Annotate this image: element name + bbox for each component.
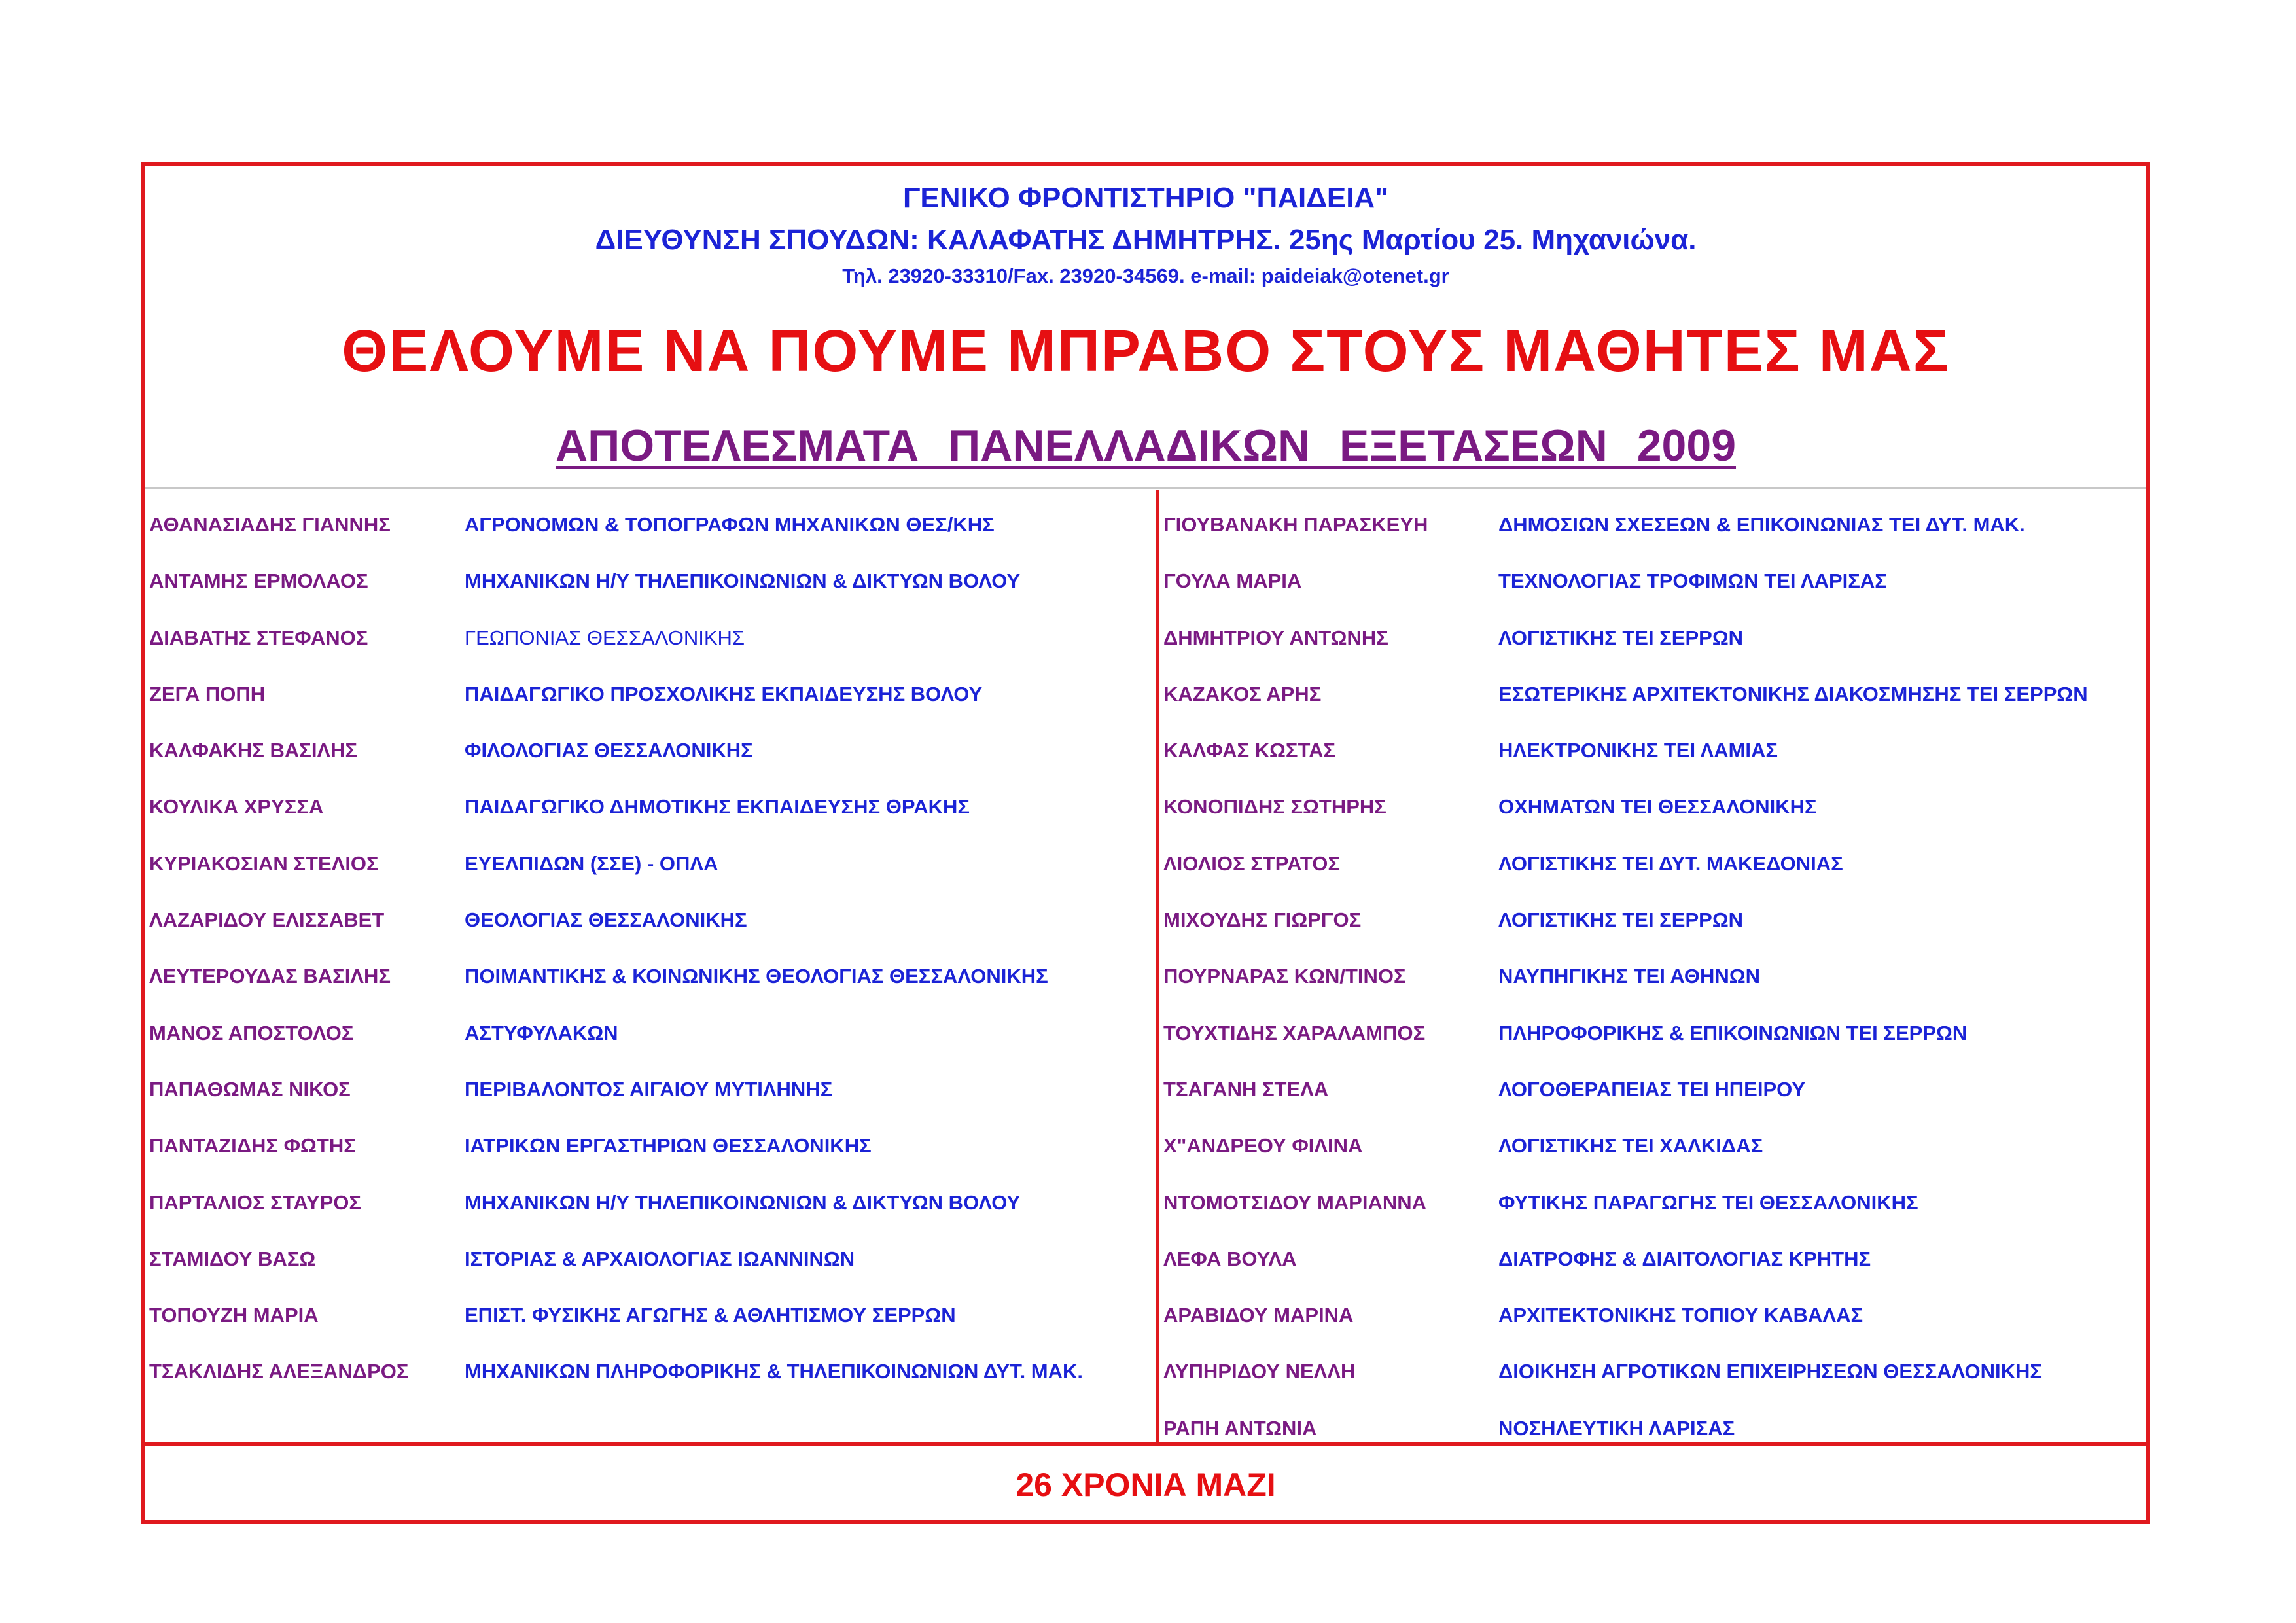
list-item [149, 1134, 1150, 1190]
list-item [1163, 1360, 2145, 1416]
student-name: ΤΣΑΚΛΙΔΗΣ ΑΛΕΞΑΝΔΡΟΣ [149, 1360, 409, 1383]
student-name: ΑΘΑΝΑΣΙΑΔΗΣ ΓΙΑΝΝΗΣ [149, 513, 391, 536]
list-item [149, 965, 1150, 1021]
list-item [1163, 683, 2145, 739]
student-name: ΚΟΥΛΙΚΑ ΧΡΥΣΣΑ [149, 795, 324, 819]
student-name: ΤΣΑΓΑΝΗ ΣΤΕΛΑ [1163, 1077, 1329, 1101]
list-item [149, 1247, 1150, 1304]
list-item [149, 1022, 1150, 1078]
department-name: ΠΑΙΔΑΓΩΓΙΚΟ ΠΡΟΣΧΟΛΙΚΗΣ ΕΚΠΑΙΔΕΥΣΗΣ ΒΟΛΟΥ [465, 682, 983, 705]
list-item [149, 739, 1150, 795]
footer-divider [145, 1442, 2146, 1446]
department-name: ΦΙΛΟΛΟΓΙΑΣ ΘΕΣΣΑΛΟΝΙΚΗΣ [465, 739, 753, 762]
department-name: ΑΓΡΟΝΟΜΩΝ & ΤΟΠΟΓΡΑΦΩΝ ΜΗΧΑΝΙΚΩΝ ΘΕΣ/ΚΗΣ [465, 513, 995, 536]
department-name: ΝΑΥΠΗΓΙΚΗΣ ΤΕΙ ΑΘΗΝΩΝ [1498, 965, 1761, 988]
student-name: ΑΡΑΒΙΔΟΥ ΜΑΡΙΝΑ [1163, 1304, 1354, 1327]
student-name: ΜΑΝΟΣ ΑΠΟΣΤΟΛΟΣ [149, 1021, 354, 1044]
department-name: ΛΟΓΟΘΕΡΑΠΕΙΑΣ ΤΕΙ ΗΠΕΙΡΟΥ [1498, 1077, 1806, 1101]
school-name: ΓΕΝΙΚΟ ΦΡΟΝΤΙΣΤΗΡΙΟ "ΠΑΙΔΕΙΑ" [902, 182, 1389, 214]
department-name: ΟΧΗΜΑΤΩΝ ΤΕΙ ΘΕΣΣΑΛΟΝΙΚΗΣ [1498, 795, 1817, 819]
student-name: ΚΟΝΟΠΙΔΗΣ ΣΩΤΗΡΗΣ [1163, 795, 1386, 819]
department-name: ΔΙΑΤΡΟΦΗΣ & ΔΙΑΙΤΟΛΟΓΙΑΣ ΚΡΗΤΗΣ [1498, 1247, 1871, 1270]
student-name: ΛΑΖΑΡΙΔΟΥ ΕΛΙΣΣΑΒΕΤ [149, 908, 385, 932]
student-name: ΠΑΡΤΑΛΙΟΣ ΣΤΑΥΡΟΣ [149, 1190, 361, 1214]
list-item [149, 1360, 1150, 1416]
department-name: ΔΗΜΟΣΙΩΝ ΣΧΕΣΕΩΝ & ΕΠΙΚΟΙΝΩΝΙΑΣ ΤΕΙ ΔΥΤ. ΜΑΚ. [1498, 513, 2025, 536]
list-item [1163, 795, 2145, 851]
student-name: ΚΑΛΦΑΚΗΣ ΒΑΣΙΛΗΣ [149, 739, 358, 762]
slogan-heading: ΘΕΛΟΥΜΕ ΝΑ ΠΟΥΜΕ ΜΠΡΑΒΟ ΣΤΟΥΣ ΜΑΘΗΤΕΣ ΜΑΣ [342, 319, 1950, 384]
department-name: ΙΑΤΡΙΚΩΝ ΕΡΓΑΣΤΗΡΙΩΝ ΘΕΣΣΑΛΟΝΙΚΗΣ [465, 1134, 872, 1158]
list-item [1163, 1304, 2145, 1360]
student-name: ΜΙΧΟΥΔΗΣ ΓΙΩΡΓΟΣ [1163, 908, 1362, 932]
list-item [1163, 1078, 2145, 1134]
student-name: ΑΝΤΑΜΗΣ ΕΡΜΟΛΑΟΣ [149, 569, 368, 593]
department-name: ΑΣΤΥΦΥΛΑΚΩΝ [465, 1021, 618, 1044]
student-name: ΝΤΟΜΟΤΣΙΔΟΥ ΜΑΡΙΑΝΝΑ [1163, 1190, 1427, 1214]
header-divider [145, 487, 2146, 489]
list-item [1163, 739, 2145, 795]
department-name: ΤΕΧΝΟΛΟΓΙΑΣ ΤΡΟΦΙΜΩΝ ΤΕΙ ΛΑΡΙΣΑΣ [1498, 569, 1887, 593]
department-name: ΠΟΙΜΑΝΤΙΚΗΣ & ΚΟΙΝΩΝΙΚΗΣ ΘΕΟΛΟΓΙΑΣ ΘΕΣΣΑΛΟΝΙΚΗΣ [465, 965, 1048, 988]
list-item [1163, 1191, 2145, 1247]
results-title: ΑΠΟΤΕΛΕΣΜΑΤΑ ΠΑΝΕΛΛΑΔΙΚΩΝ ΕΞΕΤΑΣΕΩΝ 2009 [555, 421, 1737, 471]
student-name: ΚΑΛΦΑΣ ΚΩΣΤΑΣ [1163, 739, 1336, 762]
student-name: ΚΥΡΙΑΚΟΣΙΑΝ ΣΤΕΛΙΟΣ [149, 851, 379, 875]
department-name: ΠΑΙΔΑΓΩΓΙΚΟ ΔΗΜΟΤΙΚΗΣ ΕΚΠΑΙΔΕΥΣΗΣ ΘΡΑΚΗΣ [465, 795, 970, 819]
list-item [1163, 1134, 2145, 1190]
student-name: ΠΑΠΑΘΩΜΑΣ ΝΙΚΟΣ [149, 1077, 351, 1101]
school-address: ΔΙΕΥΘΥΝΣΗ ΣΠΟΥΔΩΝ: ΚΑΛΑΦΑΤΗΣ ΔΗΜΗΤΡΗΣ. 25ης Μαρτίου 25. Μηχανιώνα. [595, 224, 1697, 256]
column-divider [1156, 490, 1159, 1442]
department-name: ΓΕΩΠΟΝΙΑΣ ΘΕΣΣΑΛΟΝΙΚΗΣ [465, 626, 745, 649]
department-name: ΕΠΙΣΤ. ΦΥΣΙΚΗΣ ΑΓΩΓΗΣ & ΑΘΛΗΤΙΣΜΟΥ ΣΕΡΡΩΝ [465, 1304, 956, 1327]
document-frame [141, 162, 2150, 1524]
student-name: ΤΟΠΟΥΖΗ ΜΑΡΙΑ [149, 1304, 319, 1327]
student-name: ΖΕΓΑ ΠΟΠΗ [149, 682, 266, 705]
department-name: ΠΕΡΙΒΑΛΟΝΤΟΣ ΑΙΓΑΙΟΥ ΜΥΤΙΛΗΝΗΣ [465, 1077, 833, 1101]
list-item [149, 795, 1150, 851]
department-name: ΠΛΗΡΟΦΟΡΙΚΗΣ & ΕΠΙΚΟΙΝΩΝΙΩΝ ΤΕΙ ΣΕΡΡΩΝ [1498, 1021, 1968, 1044]
student-name: ΓΟΥΛΑ ΜΑΡΙΑ [1163, 569, 1302, 593]
list-item [149, 683, 1150, 739]
department-name: ΛΟΓΙΣΤΙΚΗΣ ΤΕΙ ΣΕΡΡΩΝ [1498, 626, 1744, 649]
student-name: ΚΑΖΑΚΟΣ ΑΡΗΣ [1163, 682, 1322, 705]
department-name: ΜΗΧΑΝΙΚΩΝ ΠΛΗΡΟΦΟΡΙΚΗΣ & ΤΗΛΕΠΙΚΟΙΝΩΝΙΩΝ ΔΥΤ. ΜΑΚ. [465, 1360, 1084, 1383]
student-name: ΛΙΟΛΙΟΣ ΣΤΡΑΤΟΣ [1163, 851, 1341, 875]
student-name: ΔΙΑΒΑΤΗΣ ΣΤΕΦΑΝΟΣ [149, 626, 368, 649]
department-name: ΜΗΧΑΝΙΚΩΝ Η/Υ ΤΗΛΕΠΙΚΟΙΝΩΝΙΩΝ & ΔΙΚΤΥΩΝ ΒΟΛΟΥ [465, 569, 1021, 593]
department-name: ΕΥΕΛΠΙΔΩΝ (ΣΣΕ) - ΟΠΛΑ [465, 851, 718, 875]
list-item [1163, 569, 2145, 626]
department-name: ΦΥΤΙΚΗΣ ΠΑΡΑΓΩΓΗΣ ΤΕΙ ΘΕΣΣΑΛΟΝΙΚΗΣ [1498, 1190, 1918, 1214]
list-item [1163, 1247, 2145, 1304]
student-name: ΠΑΝΤΑΖΙΔΗΣ ΦΩΤΗΣ [149, 1134, 356, 1158]
list-item [1163, 513, 2145, 569]
department-name: ΗΛΕΚΤΡΟΝΙΚΗΣ ΤΕΙ ΛΑΜΙΑΣ [1498, 739, 1778, 762]
department-name: ΝΟΣΗΛΕΥΤΙΚΗ ΛΑΡΙΣΑΣ [1498, 1416, 1735, 1440]
list-item [1163, 1022, 2145, 1078]
department-name: ΑΡΧΙΤΕΚΤΟΝΙΚΗΣ ΤΟΠΙΟΥ ΚΑΒΑΛΑΣ [1498, 1304, 1863, 1327]
department-name: ΘΕΟΛΟΓΙΑΣ ΘΕΣΣΑΛΟΝΙΚΗΣ [465, 908, 747, 932]
student-name: ΤΟΥΧΤΙΔΗΣ ΧΑΡΑΛΑΜΠΟΣ [1163, 1021, 1426, 1044]
list-item [149, 852, 1150, 908]
student-name: ΔΗΜΗΤΡΙΟΥ ΑΝΤΩΝΗΣ [1163, 626, 1388, 649]
results-list-left [149, 513, 1150, 1417]
list-item [149, 1078, 1150, 1134]
list-item [1163, 626, 2145, 683]
list-item [149, 626, 1150, 683]
list-item [149, 908, 1150, 965]
department-name: ΛΟΓΙΣΤΙΚΗΣ ΤΕΙ ΧΑΛΚΙΔΑΣ [1498, 1134, 1763, 1158]
student-name: ΓΙΟΥΒΑΝΑΚΗ ΠΑΡΑΣΚΕΥΗ [1163, 513, 1428, 536]
list-item [149, 1304, 1150, 1360]
student-name: ΠΟΥΡΝΑΡΑΣ ΚΩΝ/ΤΙΝΟΣ [1163, 965, 1406, 988]
department-name: ΕΣΩΤΕΡΙΚΗΣ ΑΡΧΙΤΕΚΤΟΝΙΚΗΣ ΔΙΑΚΟΣΜΗΣΗΣ ΤΕΙ ΣΕΡΡΩΝ [1498, 682, 2088, 705]
list-item [149, 1191, 1150, 1247]
department-name: ΜΗΧΑΝΙΚΩΝ Η/Υ ΤΗΛΕΠΙΚΟΙΝΩΝΙΩΝ & ΔΙΚΤΥΩΝ ΒΟΛΟΥ [465, 1190, 1021, 1214]
student-name: ΛΥΠΗΡΙΔΟΥ ΝΕΛΛΗ [1163, 1360, 1356, 1383]
results-list-right [1163, 513, 2145, 1473]
list-item [1163, 908, 2145, 965]
footer-motto: 26 ΧΡΟΝΙΑ ΜΑΖΙ [1016, 1467, 1276, 1503]
department-name: ΔΙΟΙΚΗΣΗ ΑΓΡΟΤΙΚΩΝ ΕΠΙΧΕΙΡΗΣΕΩΝ ΘΕΣΣΑΛΟΝΙΚΗΣ [1498, 1360, 2043, 1383]
student-name: ΛΕΥΤΕΡΟΥΔΑΣ ΒΑΣΙΛΗΣ [149, 965, 391, 988]
student-name: ΣΤΑΜΙΔΟΥ ΒΑΣΩ [149, 1247, 316, 1270]
list-item [149, 513, 1150, 569]
list-item [149, 569, 1150, 626]
student-name: Χ"ΑΝΔΡΕΟΥ ΦΙΛΙΝΑ [1163, 1134, 1363, 1158]
list-item [1163, 852, 2145, 908]
department-name: ΛΟΓΙΣΤΙΚΗΣ ΤΕΙ ΣΕΡΡΩΝ [1498, 908, 1744, 932]
student-name: ΛΕΦΑ ΒΟΥΛΑ [1163, 1247, 1297, 1270]
school-contact: Τηλ. 23920-33310/Fax. 23920-34569. e-mail: paideiak@otenet.gr [842, 264, 1449, 287]
list-item [1163, 965, 2145, 1021]
department-name: ΙΣΤΟΡΙΑΣ & ΑΡΧΑΙΟΛΟΓΙΑΣ ΙΩΑΝΝΙΝΩΝ [465, 1247, 855, 1270]
department-name: ΛΟΓΙΣΤΙΚΗΣ ΤΕΙ ΔΥΤ. ΜΑΚΕΔΟΝΙΑΣ [1498, 851, 1843, 875]
student-name: ΡΑΠΗ ΑΝΤΩΝΙΑ [1163, 1416, 1317, 1440]
